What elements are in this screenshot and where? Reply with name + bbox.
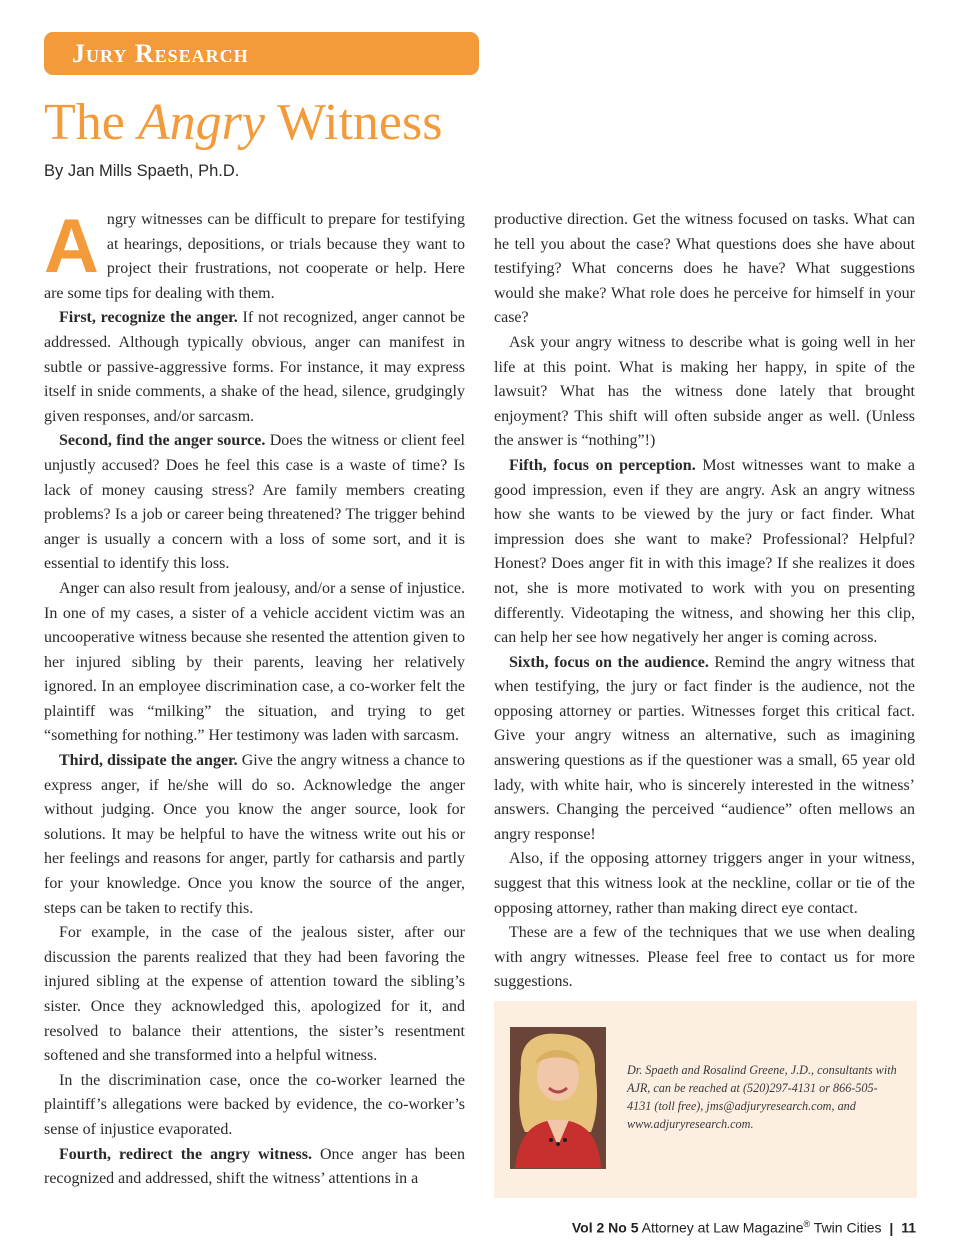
paragraph: Also, if the opposing attorney triggers anger in your witness, suggest that this witness look at the neckline, collar or tie of the opposing attorney, rather than making direct eye contact. — [494, 850, 915, 917]
paragraph-text: If not recognized, anger cannot be addressed. Although typically obvious, anger can manifest in subtle or passive-aggressive forms. For instance, it may express itself in snide comments, a shake of the head, silence, grudgingly given responses, and/or sarcasm. — [44, 309, 465, 425]
paragraph — [44, 749, 465, 921]
author-info-box — [494, 1001, 917, 1198]
footer-magazine: Attorney at Law Magazine — [641, 1219, 804, 1236]
paragraph: In the discrimination case, once the co-worker learned the plaintiff’s allegations were backed by evidence, the co-worker’s sense of injustice evaporated. — [44, 1071, 465, 1138]
paragraph: Anger can also result from jealousy, and/or a sense of injustice. In one of my cases, a sister of a vehicle accident victim was an uncooperative witness because she resented the attention given to her injured sibling by their parents, leaving her relatively ignored. In an employee discrimination case, a co-worker felt the plaintiff was “milking” the situation, and trying to get “something for nothing.” Her testimony was laden with sarcasm. — [44, 579, 465, 745]
paragraph-heading: Sixth, focus on the audience. — [509, 653, 709, 671]
paragraph-heading: Fifth, focus on perception. — [509, 456, 696, 474]
paragraph — [494, 651, 915, 848]
author-contact-note: Dr. Spaeth and Rosalind Greene, J.D., consultants with AJR, can be reached at (520)297-4131 or 866-505-4131 (toll free), jms@adjuryresearch.com, and www.adjuryresearch.com. — [627, 1063, 897, 1131]
section-banner — [44, 32, 479, 75]
page-footer — [572, 1219, 916, 1236]
paragraph — [44, 1143, 465, 1192]
paragraph-heading: First, recognize the anger. — [59, 309, 238, 327]
paragraph: productive direction. Get the witness focused on tasks. What can he tell you about the case? What questions does she have about testifying? What concerns does he have? What suggestions would she make? What role does he perceive for himself in your case? — [494, 211, 915, 327]
paragraph — [44, 306, 465, 429]
author-photo — [510, 1027, 606, 1169]
paragraph-text: Remind the angry witness that when testifying, the jury or fact finder is the audience, not the opposing attorney or parties. Witnesses forget this critical fact. Give your angry witness an alternative, such as imagining answering questions as if the questioner was a small, 65 year old lady, with white hair, who is sincerely interested in the witness’ answers. Changing the perceived “audience” often mellows an angry response! — [494, 653, 915, 843]
paragraph-text: Most witnesses want to make a good impression, even if they are angry. Ask an angry witness how she wants to be viewed by the jury or fact finder. What impression does she want to make? Professional? Helpful? Honest? Does anger fit in with this image? If she realizes it does not, she is more motivated to work with you on presenting differently. Videotaping the witness, and showing her this clip, can help her see how negatively her anger is coming across. — [494, 456, 915, 647]
left-column — [44, 204, 466, 1192]
drop-cap: A — [44, 204, 99, 289]
paragraph — [44, 429, 465, 577]
title-part-3: Witness — [264, 94, 443, 151]
footer-volume: Vol 2 No 5 — [571, 1219, 639, 1236]
paragraph-text: Once anger has been recognized and addressed, shift the witness’ attentions in a — [44, 1145, 465, 1188]
paragraph — [44, 204, 465, 306]
paragraph: Ask your angry witness to describe what is going well in her life at this point. What is making her happy, in spite of the lawsuit? What has the witness done lately that brought enjoyment? This shift will often subside anger as well. (Unless the answer is “nothing”!) — [494, 333, 915, 450]
paragraph-heading: Second, find the anger source. — [59, 432, 266, 450]
title-part-2: Angry — [137, 94, 265, 151]
paragraph-text: Does the witness or client feel unjustly accused? Does he feel this case is a waste of time? Is lack of money causing stress? Are family members creating problems? Is a job or career being threatened? The trigger behind anger is usually a concern with a loss of some sort, and it is essential to identify this loss. — [44, 432, 465, 573]
footer-registered-mark: ® — [803, 1219, 811, 1229]
article-title — [44, 94, 442, 151]
page-number: 11 — [901, 1219, 916, 1236]
paragraph-text: ngry witnesses can be difficult to prepare for testifying at hearings, depositions, or trials because they want to project their frustrations, not cooperate or help. Here are some tips for dealing with them. — [44, 211, 465, 302]
paragraph: For example, in the case of the jealous sister, after our discussion the parents realized that they had been favoring the injured sibling at the expense of attention toward the sibling’s sister. Once they acknowledged this, apologized for it, and resolved to balance their attentions, the sister’s resentment softened and she transformed into a helpful witness. — [44, 924, 465, 1065]
paragraph-heading: Fourth, redirect the angry witness. — [59, 1145, 312, 1163]
right-column — [494, 208, 915, 995]
paragraph — [494, 454, 915, 651]
paragraph: These are a few of the techniques that we use when dealing with angry witnesses. Please feel free to contact us for more suggestions. — [494, 924, 915, 991]
section-label: Jury Research — [72, 39, 249, 68]
byline: By Jan Mills Spaeth, Ph.D. — [44, 162, 240, 180]
paragraph-text: Give the angry witness a chance to express anger, if he/she will do so. Acknowledge the anger without judging. Once you know the anger source, look for solutions. It may be helpful to have the witness write out his or her feelings and reasons for anger, partly for catharsis and partly for your knowledge. Once you know the source of the anger, steps can be taken to rectify this. — [44, 752, 466, 917]
footer-separator: | — [889, 1219, 894, 1236]
footer-city: Twin Cities — [810, 1219, 882, 1236]
title-part-1: The — [44, 94, 138, 151]
paragraph-heading: Third, dissipate the anger. — [59, 752, 238, 770]
